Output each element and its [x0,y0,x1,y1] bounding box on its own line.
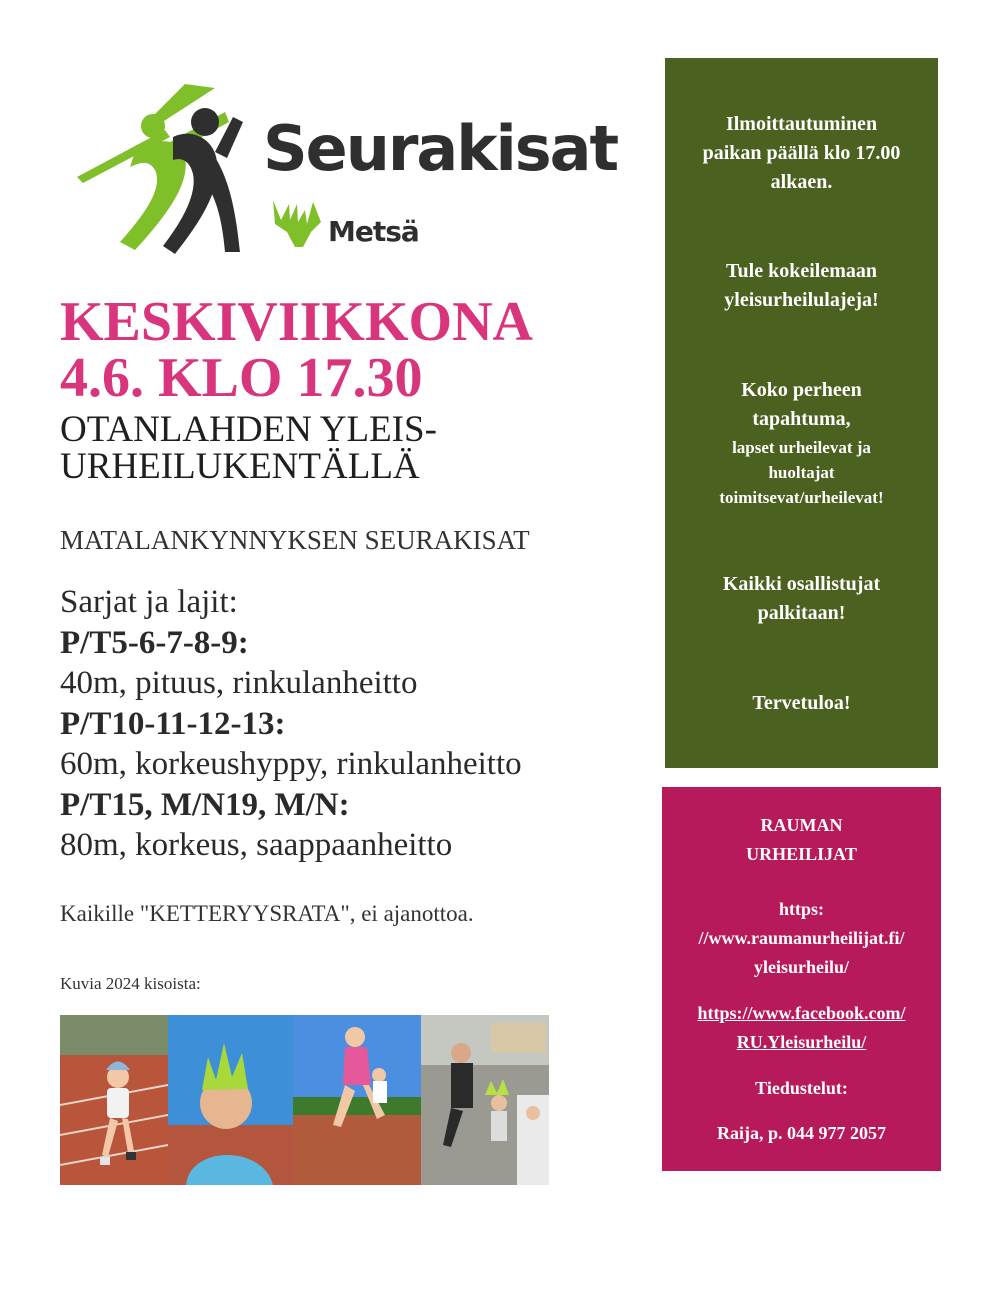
headline-day: KESKIVIIKKONA [60,291,533,353]
info-panel-green [665,58,938,768]
photo-running-child [60,1015,168,1185]
photo-strip [60,1015,549,1185]
photo-caption: Kuvia 2024 kisoista: [60,974,201,993]
photo-girl-with-crown [168,1015,293,1185]
event-date-headline [60,291,533,409]
photo-children-running [293,1015,421,1185]
class-events: 40m, pituus, rinkulanheitto [60,665,418,701]
contact-phone: Raija, p. 044 977 2057 [716,1123,886,1143]
venue-line-1: OTANLAHDEN YLEIS- [60,409,437,450]
moose-icon [273,200,321,247]
prizes-info: Kaikki osallistujat palkitaan! [722,573,881,624]
facebook-link-block [662,999,941,1057]
inquiries-label: Tiedustelut: [755,1078,848,1098]
photo-crowd-crowns [421,1015,549,1185]
club-name: RAUMAN URHEILIJAT [746,815,857,864]
facebook-link[interactable]: https://www.facebook.com/ RU.Yleisurheilu/ [697,1003,906,1052]
family-event-info: Koko perheen tapahtuma, [741,379,862,430]
events-heading: Sarjat ja lajit: [60,584,238,620]
logo-wordmark: Seurakisat [263,112,618,185]
class-events: 60m, korkeushyppy, rinkulanheitto [60,746,522,782]
headline-time: 4.6. KLO 17.30 [60,347,423,409]
try-athletics-info: Tule kokeilemaan yleisurheilulajeja! [724,260,879,311]
registration-info: Ilmoittautuminen paikan päällä klo 17.00 alkaen. [702,113,901,193]
class-label: P/T10-11-12-13: [60,705,286,742]
venue-title [60,411,437,485]
club-contact-panel [662,787,941,1171]
club-website: https: //www.raumanurheilijat.fi/ yleisurheilu/ [698,899,905,977]
welcome-text: Tervetuloa! [752,692,851,714]
class-label: P/T5-6-7-8-9: [60,624,249,661]
class-label: P/T15, M/N19, M/N: [60,786,350,823]
event-subtitle: MATALANKYNNYKSEN SEURAKISAT [60,525,530,555]
venue-line-2: URHEILUKENTÄLLÄ [60,446,420,487]
class-events: 80m, korkeus, saappaanheitto [60,827,453,863]
events-list [60,582,522,866]
family-event-details: lapset urheilevat ja huoltajat toimitsevat/urheilevat! [719,438,884,507]
sponsor-wordmark: Metsä [328,215,419,248]
agility-course-note: Kaikille "KETTERYYSRATA", ei ajanottoa. [60,901,474,926]
